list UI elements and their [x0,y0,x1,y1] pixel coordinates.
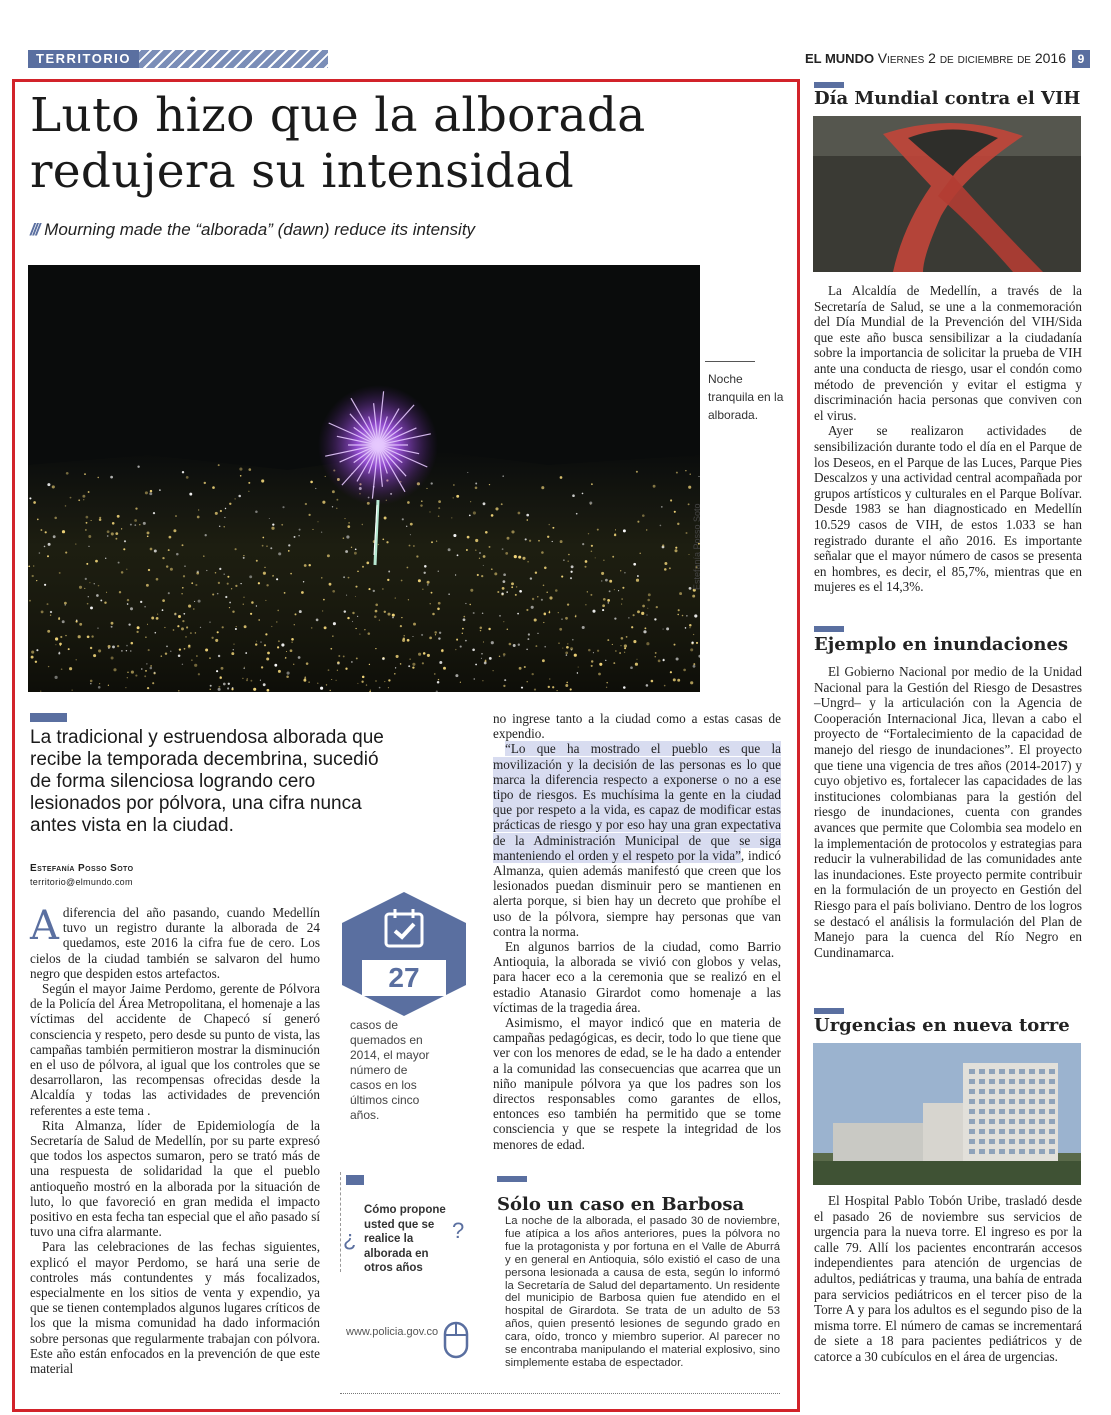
brief-paragraph: La Alcaldía de Medellín, a través de la Secretaría de Salud, se une a la conmemoración del Día Mundial de la Prevención del VIH/Sida que este año busca sensibilizar a la ciudadanía sobre la importancia de solicitar la prueba de VIH ante una conducta de riesgo, usar el condón como método de prevención y evitar el estigma y discriminación hacia personas que conviven con el virus. [814,283,1082,423]
aids-ribbon-photo [813,116,1081,272]
author-name: Estefanía Posso Soto [30,863,134,874]
body-paragraph [30,905,320,981]
body-text: diferencia del año pasando, cuando Medellín tuvo un registro durante la alborada de 24 quedamos, este 2016 la cifra fue de cero. Los cielos de la ciudad también se salvaron del humo negro que despiden estos artefactos. [30,905,320,981]
body-text: , indicó Almanza, quien además manifestó que creen que los lesionados puedan disminuir pero se mantienen en alerta porque, si bien hay un decreto que prohíbe el uso de la pólvora, siempre hay personas que van contra la norma. [493,847,781,939]
headline-line-1: Luto hizo que la alborada [30,88,646,143]
body-paragraph: Rita Almanza, líder de Epidemiología de la Secretaría de Salud de Medellín, por su parte expresó que todos los aspectos sumaron, pero se trató más de una respuesta de solidaridad la que el pueblo antioqueño mostró en la alborada por la situación de luto, lo que favoreció en gran medida el impacto positivo en esta fecha tan especial que el año pasado sí tuvo una cifra alarmante. [30,1117,320,1240]
body-paragraph: En algunos barrios de la ciudad, como Barrio Antioquia, la alborada se vivió con globos y velas, para hacer eco a la ceremonia que se realizó en el estadio Atanasio Girardot como homenaje a las víctimas de la tragedia área. [493,939,781,1015]
question-accent-bar [346,1175,364,1185]
city-night-image [28,265,700,692]
question-close-mark: ? [452,1218,465,1243]
body-paragraph: Asimismo, el mayor indicó que en materia de campañas pedagógicas, es decir, todo lo que tiene que ver con los menores de edad, se le ha dado a entender a la comunidad las consecuencias que acarrea que un niño manipule pólvora ya que los padres son los directos responsables como garantes de ellos, entonces eso también ha permitido que se tome consciencia y que se respete la integridad de los menores de edad. [493,1015,781,1152]
reader-question: Cómo propone usted que se realice la alborada en otros años [364,1204,446,1274]
calendar-check-icon [382,906,426,950]
hospital-photo [813,1043,1081,1185]
brief-2-accent-bar [814,626,844,632]
stat-box [342,892,466,1016]
subhead [30,220,730,240]
brief-3-accent-bar [814,1008,844,1014]
brief-1-title: Día Mundial contra el VIH [814,88,1081,109]
red-ribbon-image [813,116,1081,272]
side-story-accent-bar [497,1176,527,1182]
drop-cap: A [30,903,59,949]
stat-description: casos de quemados en 2014, el mayor número de casos en los últimos cinco años. [350,1018,430,1122]
paper-info [805,50,1066,66]
section-label: TERRITORIO [28,50,139,68]
side-story-text: La noche de la alborada, el pasado 30 de noviembre, fue atípica a los años anteriores, pues la pólvora no fue la protagonista y por fortuna en el Valle de Aburrá y en general en Antioquia, sólo existió el caso de una persona lesionada a causa de esta, según lo informó la Secretaría de Salud del departamento. Un residente del municipio de Barbosa quien fue atendido en el hospital de Girardota. Se trata de un adulto de 53 años, quien presentó lesiones de segundo grado en cara, oído, tronco y miembro superior. Al parecer no se encontraba manipulando el material explosivo, sino simplemente estaba de espectador. [505,1215,780,1369]
photo-caption: Noche tranquila en la alborada. [708,372,784,422]
section-tag [28,50,328,68]
subhead-text: Mourning made the “alborada” (dawn) reduce its intensity [44,220,476,239]
byline [30,863,133,887]
headline [30,88,790,200]
fireworks-photo [28,265,700,692]
police-url: www.policia.gov.co [346,1326,439,1338]
highlighted-quote: “Lo que ha mostrado el pueblo es que la movilización y la decisión de las personas es lo que marca la diferencia respecto a exponerse o no a ese tipo de riesgos. Es muchísima la gente en la ciudad que por respeto a la vida, es capaz de modificar estas prácticas de riesgo y por eso hay una gran expectativa de la Administración Municipal de que se siga manteniendo el orden y el respeto por la vida” [493,741,781,863]
lead-paragraph: La tradicional y estruendosa alborada que recibe la temporada decembrina, sucedió de forma silenciosa logrando cero lesionados por pólvora, una cifra nunca antes vista en la ciudad. [30,727,384,836]
brief-2-title: Ejemplo en inundaciones [814,634,1069,655]
author-email: territorio@elmundo.com [30,877,133,887]
body-paragraph: no ingrese tanto a la ciudad como a estas casas de expendio. [493,711,781,742]
brief-3-title: Urgencias en nueva torre [814,1015,1070,1036]
body-column-1 [30,905,320,1376]
paper-name: EL MUNDO [804,51,875,66]
body-paragraph: Para las celebraciones de las fechas siguientes, explicó el mayor Perdomo, se hará una serie de controles más contundentes y más focalizados, especialmente en los sitios de venta y expendio, ya que se tienen contemplados algunos lugares críticos de los que la misma comunidad ha dado información sobre personas que regularmente trabajan con pólvora. Este año están enfocados en la prevención de que este material [30,1239,320,1377]
lead-accent-bar [30,713,67,722]
issue-date: Viernes 2 de diciembre de 2016 [877,50,1066,66]
subhead-slashes: /// [30,220,39,239]
mouse-icon [442,1320,470,1362]
hospital-building-image [813,1043,1081,1185]
page-number: 9 [1072,50,1090,68]
brief-2-text [814,664,1082,960]
stat-number: 27 [362,960,446,996]
side-story-heading: Sólo un caso en Barbosa [497,1194,745,1215]
brief-paragraph: El Hospital Pablo Tobón Uribe, trasladó desde el pasado 26 de noviembre sus servicios de urgencia para la nueva torre. El ingreso es por la calle 79. Allí los pacientes encontrarán accesos independientes para atención de urgencias de adultos, pediátricas y trauma, una bahía de entrada para servicios pediátricos en el tercer piso de la Torre A y para los adultos es el segundo piso de la misma torre. El número de camas se incrementará de siete a 18 para pacientes pediátricos y de catorce a 30 cubículos en el área de urgencias. [814,1193,1082,1364]
question-open-mark: ¿ [343,1226,357,1251]
caption-divider [705,361,755,362]
brief-paragraph: Ayer se realizaron actividades de sensibilización durante todo el día en el Parque de los Deseos, en el Parque de las Luces, Parque Pies Descalzos y una actividad central acompañada por grupos artísticos y culturales en el Parque Bolívar. Desde 1983 se han diagnosticado en Medellín 10.529 casos de VIH, de estos 1.033 se han registrado durante el año 2016. Es importante señalar que el mayor número de casos se presenta en hombres, es decir, el 85,7%, mientras que en mujeres es el 14,3%. [814,423,1082,595]
quote-paragraph [493,741,781,939]
body-column-2 [493,711,781,1152]
brief-paragraph: El Gobierno Nacional por medio de la Unidad Nacional para la Gestión del Riesgo de Desastres –Ungrd– y la articulación con la Agencia de Cooperación Internacional Jica, llevan a cabo el proyecto de “Fortalecimiento de la capacidad de manejo del riesgo de inundaciones”. El proyecto que tiene una vigencia de tres años (2014-2017) y cuyo objetivo es, fortalecer las capacidades de las instituciones colombianas para la gestión del riesgo de inundaciones, cuenta con grandes avances que permite que Colombia sea modelo en la implementación de protocolos y estrategias para reducir la vulnerabilidad de las comunidades ante las inundaciones. Este proyecto permite contribuir en la formulación de un proyecto en Gestión del Riesgo para el país boliviano. Dentro de los logros se destacó el análisis la formulación del Plan de Manejo para la cuenca del Río Negro en Cundinamarca. [814,664,1082,960]
masthead [28,50,1090,70]
footer-divider [340,1393,780,1394]
body-paragraph: Según el mayor Jaime Perdomo, gerente de Pólvora de la Policía del Área Metropolitana, el homenaje a las víctimas del accidente de Chapecó sí generó consciencia y respeto, pero desde su punto de vista, las campañas también permitieron mostrar la disminución en el uso de pólvora, al igual que los controles que se desarrollaron, las recompensas ofrecidas desde la Alcaldía y todas las actividades de prevención referentes a este tema . [30,981,320,1118]
headline-line-2: redujera su intensidad [30,144,575,199]
photo-credit: Estefanía Posso Soto [692,503,702,590]
brief-3-text [814,1193,1082,1365]
brief-1-text [814,283,1082,595]
